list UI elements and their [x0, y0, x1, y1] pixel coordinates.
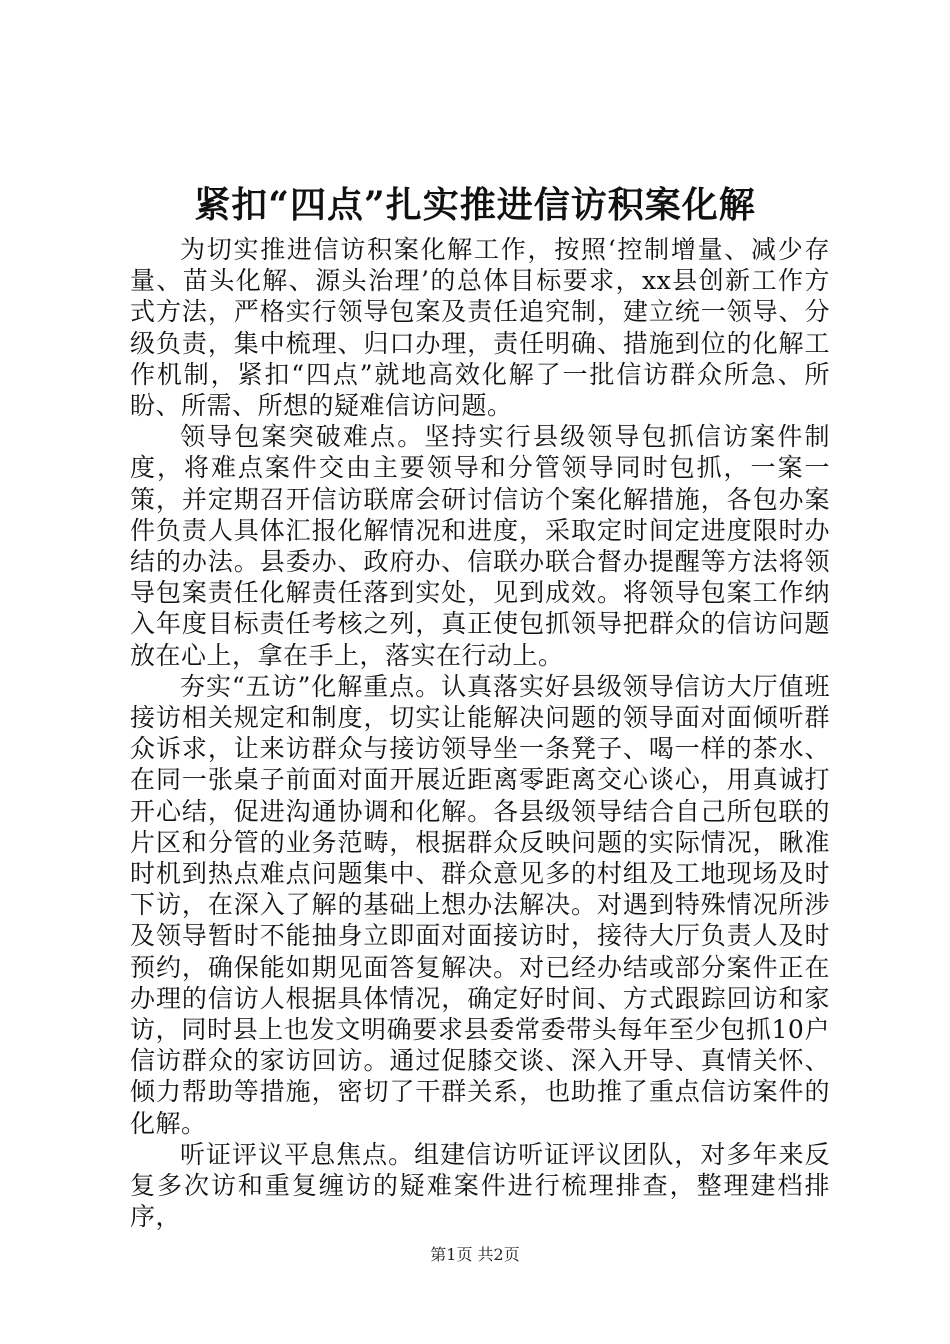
document-title: 紧扣“四点”扎实推进信访积案化解	[194, 184, 756, 226]
paragraph-intro: 为切实推进信访积案化解工作，按照‘控制增量、减少存量、苗头化解、源头治理’的总体目标要求，xx县创新工作方式方法，严格实行领导包案及责任追究制，建立统一领导、分级负责，集中梳理、归口办理，责任明确、措施到位的化解工作机制，紧扣“四点”就地高效化解了一批信访群众所急、所盼、所需、所想的疑难信访问题。	[130, 235, 830, 421]
paragraph-hearing: 听证评议平息焦点。组建信访听证评议团队，对多年来反复多次访和重复缠访的疑难案件进行梳理排查，整理建档排序，	[130, 1139, 830, 1232]
paragraph-five-visits: 夯实“五访”化解重点。认真落实好县级领导信访大厅值班接访相关规定和制度，切实让能解决问题的领导面对面倾听群众诉求，让来访群众与接访领导坐一条凳子、喝一样的茶水、在同一张桌子前面对面开展近距离零距离交心谈心，用真诚打开心结，促进沟通协调和化解。各县级领导结合自己所包联的片区和分管的业务范畴，根据群众反映问题的实际情况，瞅准时机到热点难点问题集中、群众意见多的村组及工地现场及时下访，在深入了解的基础上想办法解决。对遇到特殊情况所涉及领导暂时不能抽身立即面对面接访时，接待大厅负责人及时预约，确保能如期见面答复解决。对已经办结或部分案件正在办理的信访人根据具体情况，确定好时间、方式跟踪回访和家访，同时县上也发文明确要求县委常委带头每年至少包抓10户信访群众的家访回访。通过促膝交谈、深入开导、真情关怀、倾力帮助等措施，密切了干群关系，也助推了重点信访案件的化解。	[130, 671, 830, 1138]
document-body	[130, 234, 830, 1233]
page-footer: 第1页 共2页	[430, 1245, 520, 1264]
paragraph-leadership: 领导包案突破难点。坚持实行县级领导包抓信访案件制度，将难点案件交由主要领导和分管领导同时包抓，一案一策，并定期召开信访联席会研讨信访个案化解措施，各包办案件负责人具体汇报化解情况和进度，采取定时间定进度限时办结的办法。县委办、政府办、信联办联合督办提醒等方法将领导包案责任化解责任落到实处，见到成效。将领导包案工作纳入年度目标责任考核之列，真正使包抓领导把群众的信访问题放在心上，拿在手上，落实在行动上。	[130, 422, 830, 670]
